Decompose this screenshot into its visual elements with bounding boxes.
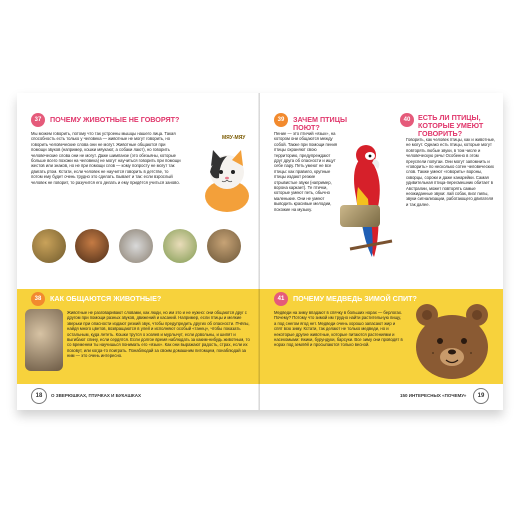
question-heading: ПОЧЕМУ МЕДВЕДЬ ЗИМОЙ СПИТ?: [293, 294, 417, 303]
question-number-badge: 38: [31, 292, 45, 306]
page-footer-text: О ЗВЕРЮШКАХ, ПТИЧКАХ И БУКАШКАХ: [51, 393, 142, 398]
question-text: Мы можем говорить, потому что так устроены мышцы нашего лица. Такая способность есть только у человека — животные не могут говорить, но говорить человеческие слова они не могут. Животные общаются при помощи звуков (например, кошки мяукают, а собаки лают), но говорить человеческие слова они не могут. Даже шимпанзе (это обезьяны, которые больше всего похожи на человека) не могут научиться говорить при помощи жестов или знаков, но не при помощи слов — кому попросту не могут так двигать ртом. Кстати, если человек не научится говорить в детстве, то потом ему будет очень трудно это сделать. Бывает и так: если взрослый человек не говорит, то разучится его делать и ему придётся учиться заново.: [31, 131, 181, 185]
page-footer-text: 150 ИНТЕРЕСНЫХ «ПОЧЕМУ»: [400, 393, 467, 398]
small-bird-photo: [340, 205, 380, 227]
cartoon-cat-illustration: [197, 138, 257, 214]
right-page: [260, 93, 503, 410]
meerkat-photo: [119, 229, 153, 263]
question-text: Медведи на зиму впадают в спячку в больших норах — берлогах. Почему? Потому что зимой им трудно найти растительную пищу, а под снегом ягод нет. Медведи очень хорошо запасают жир и спят всю зиму. Кстати, так делают не только медведи, но и некоторые другие животные, которые питаются растениями и насекомыми: ёжики, бурундуки, барсуки. Все зиму они проводят в норах под землёй и просыпаются только весной.: [274, 310, 403, 348]
monkey-photo: [75, 229, 109, 263]
question-heading: ЕСТЬ ЛИ ПТИЦЫ, КОТОРЫЕ УМЕЮТ ГОВОРИТЬ?: [418, 113, 484, 138]
bear-face-illustration: [413, 301, 491, 381]
page-number: 19: [473, 388, 489, 404]
cat-and-dog-photo: [25, 309, 63, 371]
question-heading: ЗАЧЕМ ПТИЦЫ ПОЮТ?: [293, 115, 347, 132]
question-text: Говорить, как человек птицы, как и животные, не могут. Однако есть птицы, которые могут повторять любые звуки, в том числе и человеческую речь! Особенно в этом преуспели попугаи. Они могут запомнить и «говорить» по несколько сотен человеческих слов. Также умеют «говорить» вороны, скворцы, сороки и даже канарейки. Самая удивительная птица-пересмешник обитает в Австралии, может повторять самые неожиданные звуки: лай собак, визг пилы, звуки сигнализации, работающего двигателя и так далее.: [406, 137, 496, 207]
question-text: Пение — это птичий «язык», на котором они общаются между собой. Также при помощи пения птицы охраняют свою территорию, предупреждают друг друга об опасности и ищут себе пару. Петь умеют не все птицы: как правило, крупные птицы издают резкие отрывистые звуки (например, ворона каркает). Те птички, которые умеют петь, обычно маленькие. Они не умеют выводить красивые мелодии, похожие на музыку.: [274, 131, 338, 212]
question-number-badge: 40: [400, 113, 414, 127]
left-page: [17, 93, 260, 410]
question-number-badge: 37: [31, 113, 45, 127]
speech-bubble-meow: МЯУ-МЯУ: [222, 135, 246, 141]
question-heading: КАК ОБЩАЮТСЯ ЖИВОТНЫЕ?: [50, 294, 162, 303]
question-number-badge: 39: [274, 113, 288, 127]
puppy-photo: [207, 229, 241, 263]
open-book: [17, 93, 503, 410]
question-text: Животные не разговаривают словами, как люди, но им это и не нужно: они общаются друг с другом при помощи разных звуков, движений и касаний. Например, если птицы и мелкие зверьки при опасности издают резкий звук, чтобы предупредить других об опасности. Пчёлы, найдя много цветов, возвращаются в улей и исполняют особый «танец», чтобы показать остальным, куда лететь. Кошки трутся о хозяев и мурлычут, если довольны, и шипят и выгибают спину, если сердятся. Если долгое время наблюдать за каким-нибудь животным, то со временем ты научишься понимать его «язык». Как они выражают радость, страх, если их позовут, или когда-то поиграть. Понаблюдай за своим домашним питомцем, понаблюдай за ним — это очень интересно.: [67, 310, 250, 359]
question-heading: ПОЧЕМУ ЖИВОТНЫЕ НЕ ГОВОРЯТ?: [50, 115, 180, 124]
kittens-photo: [32, 229, 66, 263]
question-number-badge: 41: [274, 292, 288, 306]
bird-photo: [163, 229, 197, 263]
page-number: 18: [31, 388, 47, 404]
parrot-photo: [340, 137, 400, 267]
